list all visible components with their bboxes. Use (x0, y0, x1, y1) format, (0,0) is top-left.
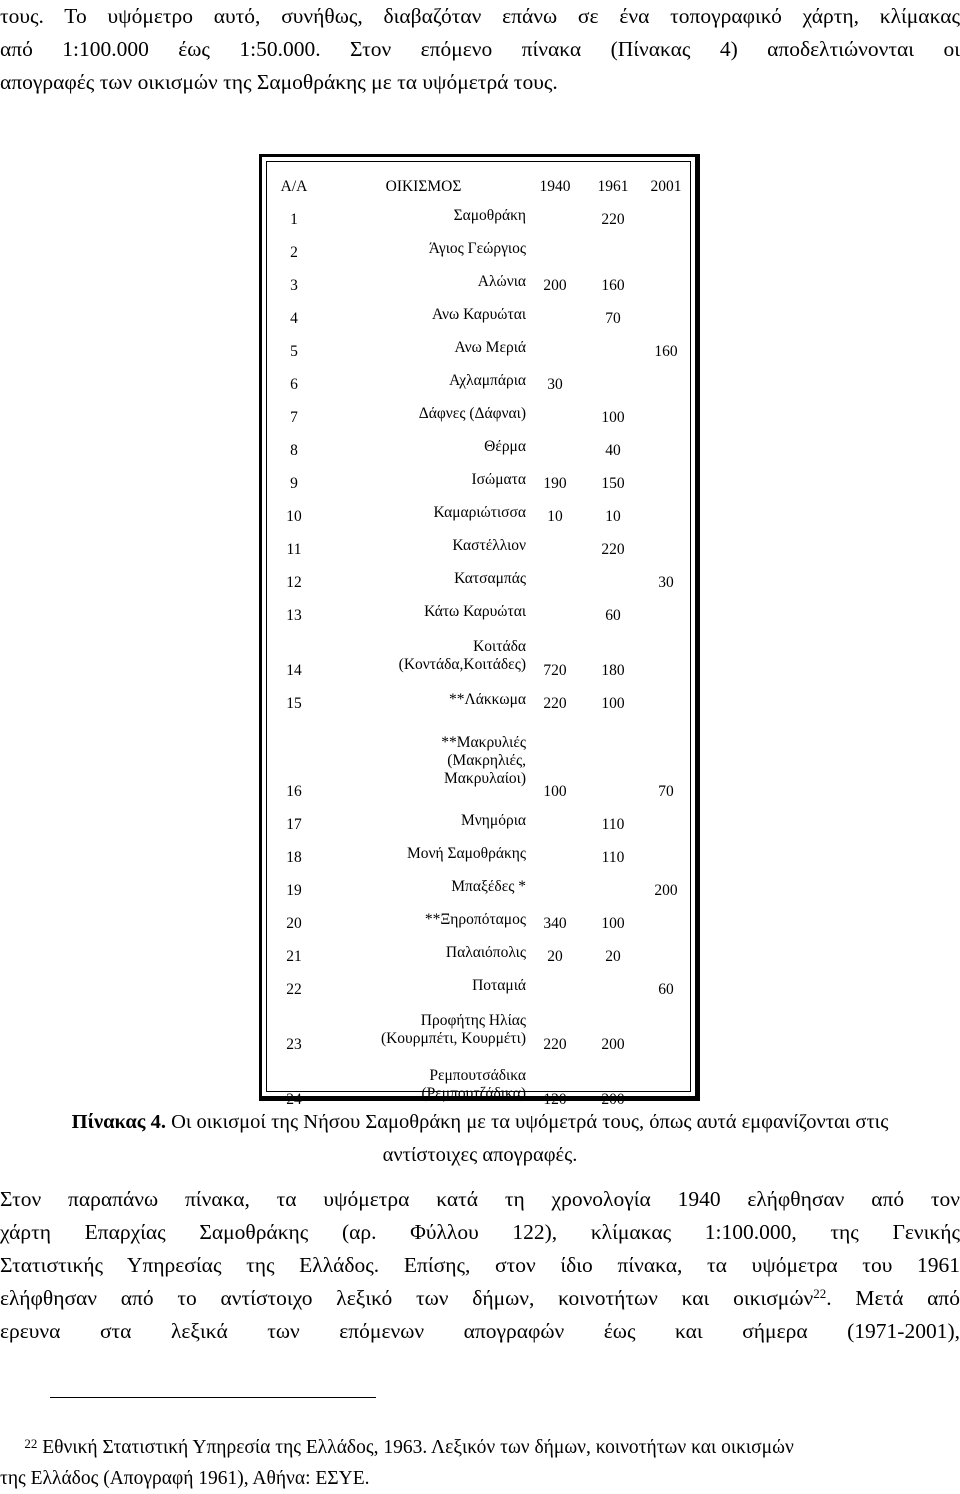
altitude-1961: 100 (601, 695, 625, 712)
row-number: 23 (286, 1036, 302, 1053)
altitude-1961 (584, 566, 642, 599)
body-line (0, 1282, 960, 1315)
header-1940: 1940 (539, 178, 571, 195)
footnote (0, 1432, 960, 1494)
footnote-line (0, 1432, 960, 1463)
settlement-name-line: Ανω Καρυώται (432, 306, 526, 323)
settlement-name-line: (Μακρηλιές, (447, 751, 526, 769)
settlement-name-line: Μπαξέδες * (451, 878, 526, 895)
altitude-2001: 70 (658, 783, 674, 800)
altitude-2001 (642, 401, 690, 434)
table-row (267, 467, 690, 500)
altitude-2001 (642, 940, 690, 973)
row-number: 24 (286, 1091, 302, 1108)
row-number: 12 (286, 574, 302, 591)
caption-text-line2: αντίστοιχες απογραφές. (382, 1144, 578, 1166)
altitude-1961: 200 (601, 1091, 625, 1108)
settlement-name-line: (Κοντάδα,Κοιτάδες) (398, 656, 526, 673)
altitude-1961 (584, 335, 642, 368)
altitude-1961: 100 (601, 409, 625, 426)
table-row (267, 335, 690, 368)
altitude-2001 (642, 368, 690, 401)
altitude-2001 (642, 203, 690, 236)
altitude-1940 (526, 841, 584, 874)
altitude-1940: 340 (543, 915, 567, 932)
altitude-1961: 20 (605, 948, 621, 965)
altitude-1961: 100 (601, 915, 625, 932)
settlement-name (321, 368, 526, 401)
altitude-1940 (526, 566, 584, 599)
settlement-name-line: Σαμοθράκη (453, 207, 526, 224)
intro-line: απογραφές των οικισμών της Σαμοθράκης με τα υψόμετρά τους. (0, 70, 558, 94)
table-row (267, 533, 690, 566)
row-number: 20 (286, 915, 302, 932)
body-paragraph (0, 1183, 960, 1348)
altitude-2001 (642, 236, 690, 269)
settlement-name-line: Καστέλλιον (452, 537, 526, 554)
table-row (267, 236, 690, 269)
intro-paragraph (0, 0, 960, 99)
intro-line: τους. Το υψόμετρο αυτό, συνήθως, διαβαζόταν επάνω σε ένα τοπογραφικό χάρτη, κλίμακας (0, 4, 960, 28)
body-line: Στον παραπάνω πίνακα, τα υψόμετρα κατά τη χρονολογία 1940 ελήφθησαν από τον (0, 1187, 960, 1211)
row-number: 8 (290, 442, 298, 459)
table-header-row (267, 170, 690, 203)
settlement-name (321, 720, 526, 808)
altitude-1940: 10 (547, 508, 563, 525)
body-line: ερευνα στα λεξικά των επόμενων απογραφών έως και σήμερα (1971-2001), (0, 1319, 960, 1343)
altitude-2001 (642, 1006, 690, 1061)
altitude-1940 (526, 335, 584, 368)
altitude-2001 (642, 269, 690, 302)
row-number: 4 (290, 310, 298, 327)
table-row (267, 632, 690, 687)
row-number: 11 (286, 541, 302, 558)
row-number: 16 (286, 783, 302, 800)
body-line: Στατιστικής Υπηρεσίας της Ελλάδος. Επίσης, στον ίδιο πίνακα, τα υψόμετρα του 1961 (0, 1253, 960, 1277)
altitude-1940: 220 (543, 1036, 567, 1053)
body-line: χάρτη Επαρχίας Σαμοθράκης (αρ. Φύλλου 122), κλίμακας 1:100.000, της Γενικής (0, 1220, 960, 1244)
altitude-2001 (642, 808, 690, 841)
settlement-name-line: Αλώνια (477, 273, 526, 290)
altitude-1940: 100 (543, 783, 567, 800)
row-number: 7 (290, 409, 298, 426)
altitude-1961 (584, 368, 642, 401)
settlement-name (321, 907, 526, 940)
altitude-1961: 150 (601, 475, 625, 492)
row-number: 9 (290, 475, 298, 492)
row-number: 10 (286, 508, 302, 525)
settlement-name (321, 940, 526, 973)
settlement-name-line: Ρεμπουτσάδικα (429, 1067, 526, 1084)
settlement-name (321, 566, 526, 599)
caption-label: Πίνακας 4. (71, 1111, 166, 1133)
settlement-name-line: Μακρυλαίοι) (443, 769, 526, 787)
altitude-1961 (584, 874, 642, 907)
table-caption (0, 1106, 960, 1172)
settlement-name (321, 874, 526, 907)
settlement-name-line: (Ρεμπουτζάδικα) (421, 1085, 526, 1102)
settlement-name (321, 973, 526, 1006)
table-row (267, 269, 690, 302)
altitude-1940 (526, 808, 584, 841)
row-number: 22 (286, 981, 302, 998)
altitude-1940: 720 (543, 662, 567, 679)
table-row (267, 401, 690, 434)
table-row (267, 368, 690, 401)
body-line-text: ελήφθησαν από το αντίστοιχο λεξικό των δήμων, κοινοτήτων και οικισμών (0, 1286, 814, 1310)
row-number: 17 (286, 816, 302, 833)
header-2001: 2001 (650, 178, 682, 195)
altitude-1961: 220 (601, 211, 625, 228)
caption-text: Οι οικισμοί της Νήσου Σαμοθράκη με τα υψόμετρά τους, όπως αυτά εμφανίζονται στις (165, 1111, 889, 1133)
settlement-name (321, 269, 526, 302)
footnote-line: της Ελλάδος (Απογραφή 1961), Αθήνα: ΕΣΥΕ. (0, 1468, 370, 1489)
altitude-2001 (642, 841, 690, 874)
settlement-name (321, 467, 526, 500)
altitude-1961 (584, 973, 642, 1006)
row-number: 19 (286, 882, 302, 899)
table-row (267, 687, 690, 720)
altitude-1940 (526, 401, 584, 434)
settlement-name (321, 203, 526, 236)
row-number: 14 (286, 662, 302, 679)
altitude-1961: 160 (601, 277, 625, 294)
settlement-name-line: Μονή Σαμοθράκης (406, 845, 526, 862)
altitude-1940: 120 (543, 1091, 567, 1108)
table-row (267, 907, 690, 940)
altitude-2001: 160 (654, 343, 678, 360)
altitude-1961: 180 (601, 662, 625, 679)
settlement-name-line: Παλαιόπολις (445, 944, 526, 961)
settlement-name (321, 599, 526, 632)
altitude-1961: 70 (605, 310, 621, 327)
table-row (267, 203, 690, 236)
altitude-2001 (642, 599, 690, 632)
settlement-name (321, 841, 526, 874)
body-line-tail: . Μετά από (826, 1286, 960, 1310)
altitude-2001: 60 (658, 981, 674, 998)
altitude-1940 (526, 973, 584, 1006)
altitude-1940: 220 (543, 695, 567, 712)
altitude-2001 (642, 907, 690, 940)
row-number: 18 (286, 849, 302, 866)
altitude-1961: 40 (605, 442, 621, 459)
settlement-name-line: (Κουρμπέτι, Κουρμέτι) (380, 1030, 526, 1047)
settlement-name (321, 335, 526, 368)
table-row (267, 874, 690, 907)
row-number: 2 (290, 244, 298, 261)
table-row (267, 841, 690, 874)
altitude-1961: 110 (601, 816, 625, 833)
altitude-2001 (642, 533, 690, 566)
table-row (267, 973, 690, 1006)
settlement-name-line: Μνημόρια (461, 812, 526, 829)
altitude-2001 (642, 632, 690, 687)
intro-line: από 1:100.000 έως 1:50.000. Στον επόμενο πίνακα (Πίνακας 4) αποδελτιώνονται οι (0, 37, 960, 61)
altitude-1961 (584, 236, 642, 269)
footnote-divider (50, 1397, 376, 1398)
table-row (267, 566, 690, 599)
settlement-name (321, 302, 526, 335)
footnote-marker: 22 (24, 1436, 38, 1451)
row-number: 21 (286, 948, 302, 965)
row-number: 15 (286, 695, 302, 712)
table-row (267, 1006, 690, 1061)
table-row (267, 500, 690, 533)
header-settlement: ΟΙΚΙΣΜΟΣ (385, 178, 462, 195)
table-row (267, 808, 690, 841)
settlement-name-line: Ανω Μεριά (454, 339, 526, 356)
table-body (266, 161, 691, 1108)
settlement-name-line: Προφήτης Ηλίας (420, 1012, 526, 1029)
table-row (267, 302, 690, 335)
settlement-name-line: **Μακρυλιές (441, 733, 526, 751)
footnote-ref: 22 (813, 1286, 827, 1301)
altitude-1961: 220 (601, 541, 625, 558)
settlement-name (321, 632, 526, 687)
row-number: 5 (290, 343, 298, 360)
settlement-name (321, 236, 526, 269)
altitude-1961: 200 (601, 1036, 625, 1053)
table-row (267, 434, 690, 467)
altitude-1940: 200 (543, 277, 567, 294)
settlement-name (321, 808, 526, 841)
settlement-name-line: **Λάκκωμα (449, 691, 526, 708)
altitude-2001 (642, 687, 690, 720)
settlement-name-line: Αχλαμπάρια (449, 372, 526, 389)
settlement-name (321, 500, 526, 533)
altitude-1961 (584, 720, 642, 808)
altitude-2001 (642, 302, 690, 335)
row-number: 3 (290, 277, 298, 294)
altitude-1940 (526, 599, 584, 632)
altitude-1940: 30 (547, 376, 563, 393)
altitude-1961: 110 (601, 849, 625, 866)
altitude-2001 (642, 467, 690, 500)
settlement-name-line: Ποταμιά (472, 977, 526, 994)
altitude-1940 (526, 874, 584, 907)
settlement-name (321, 533, 526, 566)
altitude-2001 (642, 434, 690, 467)
altitude-1961: 10 (605, 508, 621, 525)
table-row (267, 720, 690, 808)
settlement-name-line: Ισώματα (471, 471, 526, 488)
footnote-text: Εθνική Στατιστική Υπηρεσία της Ελλάδος, 1963. Λεξικόν των δήμων, κοινοτήτων και οικισμών (37, 1437, 794, 1458)
altitude-1940 (526, 533, 584, 566)
settlement-name-line: Άγιος Γεώργιος (428, 240, 526, 257)
row-number: 1 (290, 211, 298, 228)
settlement-name-line: Θέρμα (484, 438, 526, 455)
settlement-name-line: Κοιτάδα (473, 638, 526, 655)
settlement-name-line: Δάφνες (Δάφναι) (418, 405, 526, 422)
settlement-name-line: **Ξηροπόταμος (424, 911, 526, 928)
settlements-table (259, 154, 700, 1108)
altitude-1940: 20 (547, 948, 563, 965)
altitude-2001 (642, 500, 690, 533)
header-1961: 1961 (597, 178, 629, 195)
row-number: 13 (286, 607, 302, 624)
altitude-1940: 190 (543, 475, 567, 492)
settlement-name (321, 687, 526, 720)
altitude-2001: 30 (658, 574, 674, 591)
settlement-name (321, 401, 526, 434)
altitude-1961: 60 (605, 607, 621, 624)
row-number: 6 (290, 376, 298, 393)
altitude-2001: 200 (654, 882, 678, 899)
table-row (267, 940, 690, 973)
altitude-1940 (526, 302, 584, 335)
altitude-1940 (526, 236, 584, 269)
settlement-name (321, 434, 526, 467)
header-aa: Α/Α (280, 178, 308, 195)
settlement-name-line: Καμαριώτισσα (433, 504, 526, 521)
settlement-name-line: Κατσαμπάς (454, 570, 526, 587)
settlement-name-line: Κάτω Καρυώται (424, 603, 526, 620)
table-row (267, 599, 690, 632)
altitude-1940 (526, 434, 584, 467)
settlement-name (321, 1006, 526, 1061)
altitude-1940 (526, 203, 584, 236)
